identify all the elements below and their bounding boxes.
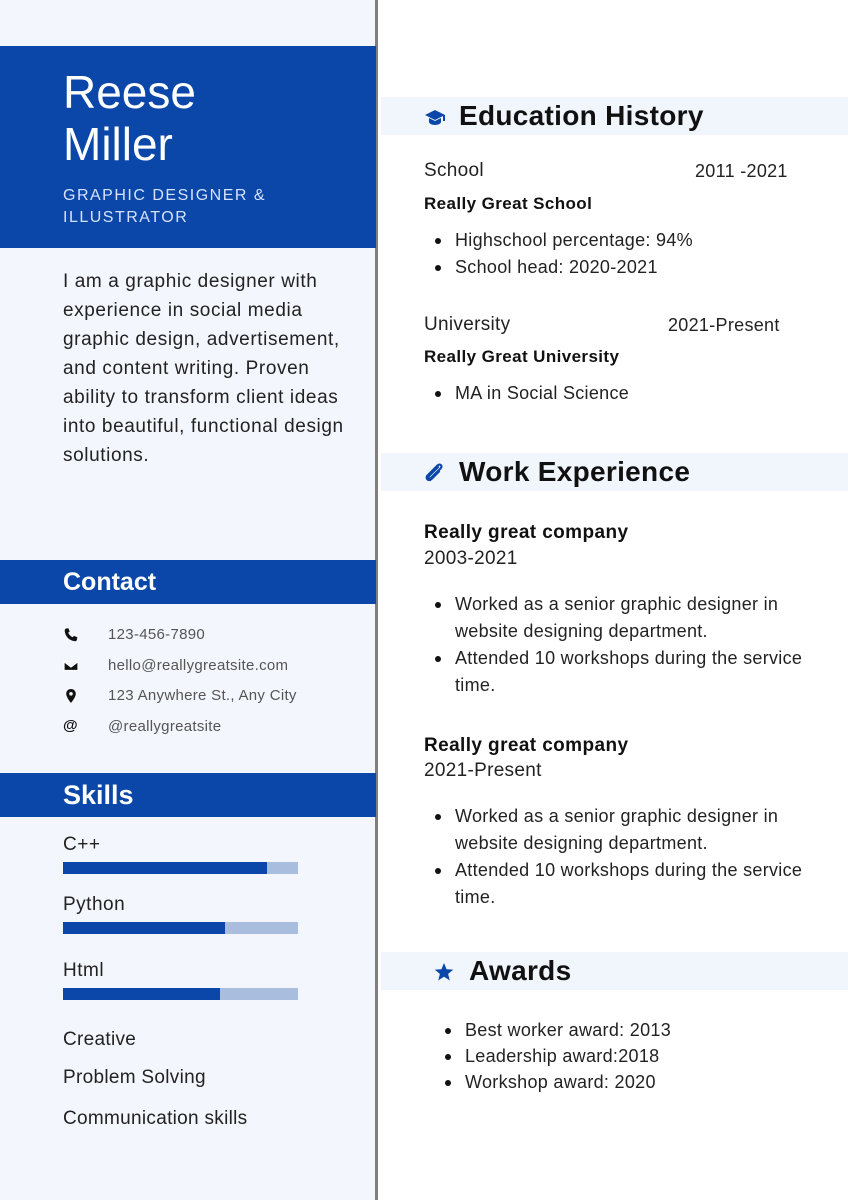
skill-bar-fill <box>63 862 267 874</box>
skill-bar <box>63 988 298 1000</box>
contact-text: 123 Anywhere St., Any City <box>108 687 297 704</box>
work-company: Really great company <box>424 522 629 543</box>
first-name: Reese <box>63 66 196 118</box>
work-points <box>425 591 815 699</box>
paperclip-icon <box>424 463 446 483</box>
list-item: Worked as a senior graphic designer in website designing department. <box>455 803 815 857</box>
education-years: 2021-Present <box>668 315 780 335</box>
list-item: Best worker award: 2013 <box>465 1017 671 1043</box>
skill-label: C++ <box>63 834 101 855</box>
list-item: Worked as a senior graphic designer in website designing department. <box>455 591 815 645</box>
education-points <box>425 227 693 281</box>
at-icon: @ <box>63 717 78 734</box>
profile-summary: I am a graphic designer with experience in social media graphic design, advertisement, and content writing. Proven ability to transform client ideas into beautiful, functional design solutions. <box>63 271 344 466</box>
star-icon <box>433 962 455 982</box>
work-company: Really great company <box>424 735 629 756</box>
skill-bar <box>63 922 298 934</box>
skill-bar-fill <box>63 988 220 1000</box>
soft-skill: Creative <box>63 1029 137 1050</box>
list-item: Attended 10 workshops during the service time. <box>455 645 815 699</box>
work-years: 2003-2021 <box>424 548 518 569</box>
list-item: MA in Social Science <box>455 380 629 407</box>
education-points <box>425 380 629 407</box>
contact-heading <box>0 560 376 604</box>
skills-heading <box>0 773 376 817</box>
education-institution: Really Great University <box>424 347 620 366</box>
skill-bar-fill <box>63 922 225 934</box>
skill-label: Python <box>63 894 126 915</box>
contact-text: 123-456-7890 <box>108 626 206 643</box>
skills-title: Skills <box>63 780 134 810</box>
education-title: Education History <box>459 100 704 131</box>
education-institution: Really Great School <box>424 194 593 213</box>
person-name <box>63 66 196 170</box>
soft-skill: Communication skills <box>63 1108 248 1129</box>
list-item: Leadership award:2018 <box>465 1043 671 1069</box>
soft-skill: Problem Solving <box>63 1067 206 1088</box>
contact-text: @reallygreatsite <box>108 718 222 735</box>
location-pin-icon <box>63 688 79 704</box>
awards-title: Awards <box>469 955 572 986</box>
education-level: School <box>424 160 484 181</box>
work-years: 2021-Present <box>424 760 542 781</box>
skill-bar <box>63 862 298 874</box>
contact-text: hello@reallygreatsite.com <box>108 657 289 674</box>
list-item: Highschool percentage: 94% <box>455 227 693 254</box>
education-heading <box>381 97 848 135</box>
awards-heading <box>381 952 848 990</box>
list-item: Attended 10 workshops during the service time. <box>455 857 815 911</box>
phone-icon <box>63 627 79 643</box>
work-title: Work Experience <box>459 456 691 487</box>
skill-label: Html <box>63 960 105 981</box>
work-heading <box>381 453 848 491</box>
awards-list <box>435 1017 671 1095</box>
last-name: Miller <box>63 118 173 170</box>
list-item: School head: 2020-2021 <box>455 254 693 281</box>
education-years: 2011 -2021 <box>695 161 788 181</box>
graduation-cap-icon <box>424 107 446 127</box>
mail-icon <box>63 658 79 674</box>
contact-title: Contact <box>63 568 157 596</box>
list-item: Workshop award: 2020 <box>465 1069 671 1095</box>
education-level: University <box>424 314 511 335</box>
work-points <box>425 803 815 911</box>
job-title: GRAPHIC DESIGNER & ILLUSTRATOR <box>63 187 267 226</box>
